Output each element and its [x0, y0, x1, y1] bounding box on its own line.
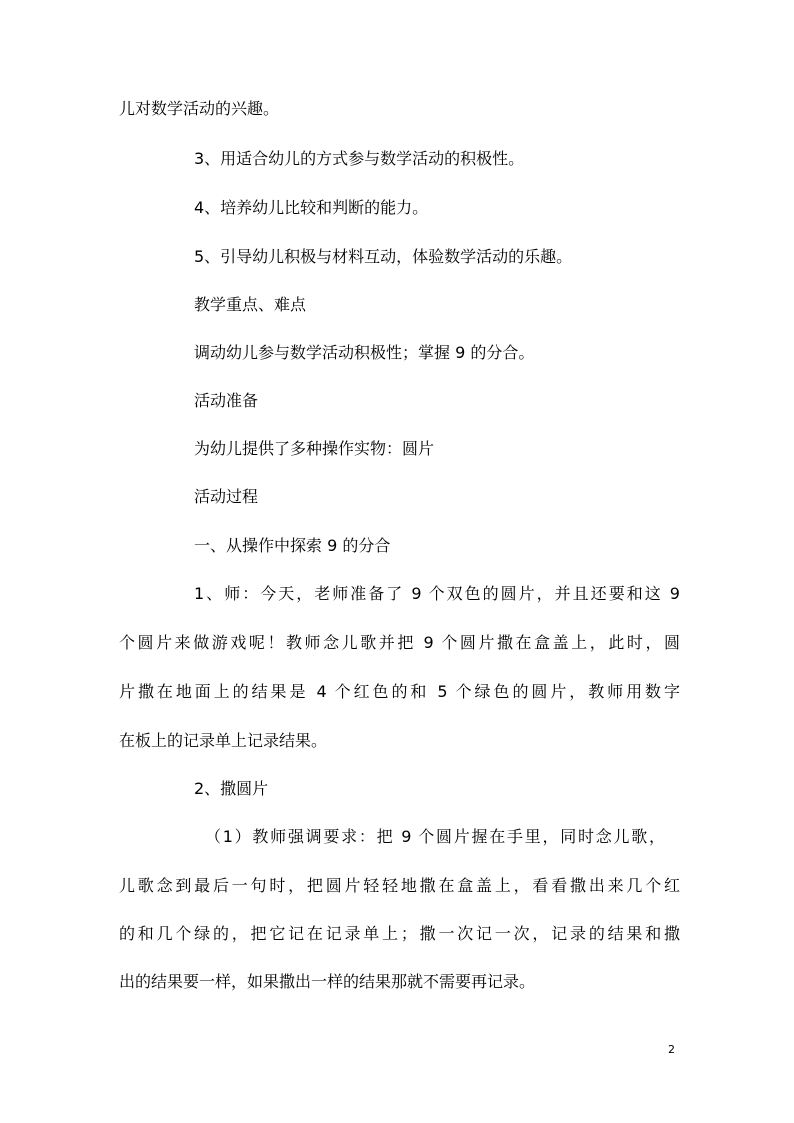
paragraph-line: 调动幼儿参与数学活动积极性；掌握 9 的分合。 — [194, 343, 535, 362]
list-item: 4、培养幼儿比较和判断的能力。 — [194, 198, 429, 217]
paragraph-line: 1、师：今天，老师准备了 9 个双色的圆片，并且还要和这 9 — [194, 584, 680, 603]
paragraph-line: 片撒在地面上的结果是 4 个红色的和 5 个绿色的圆片，教师用数字 — [119, 682, 680, 701]
paragraph-line: 个圆片来做游戏呢！教师念儿歌并把 9 个圆片撒在盒盖上，此时，圆 — [119, 633, 680, 652]
section-heading: 教学重点、难点 — [194, 295, 307, 314]
paragraph-line: （1）教师强调要求：把 9 个圆片握在手里，同时念儿歌， — [205, 827, 665, 846]
list-item: 5、引导幼儿积极与材料互动，体验数学活动的乐趣。 — [194, 247, 573, 266]
paragraph-line: 的和几个绿的，把它记在记录单上；撒一次记一次，记录的结果和撒 — [119, 924, 680, 943]
paragraph-line: 在板上的记录单上记录结果。 — [119, 731, 328, 750]
paragraph-line: 出的结果要一样，如果撒出一样的结果那就不需要再记录。 — [119, 972, 536, 991]
list-item: 2、撒圆片 — [194, 779, 269, 798]
subsection-heading: 一、从操作中探索 9 的分合 — [194, 536, 391, 555]
paragraph-line: 为幼儿提供了多种操作实物：圆片 — [194, 439, 435, 458]
list-item: 3、用适合幼儿的方式参与数学活动的积极性。 — [194, 149, 525, 168]
section-heading: 活动过程 — [194, 487, 259, 506]
paragraph-line: 儿歌念到最后一句时，把圆片轻轻地撒在盒盖上，看看撒出来几个红 — [119, 876, 680, 895]
paragraph-line: 儿对数学活动的兴趣。 — [119, 99, 280, 118]
page-number: 2 — [668, 1043, 675, 1056]
section-heading: 活动准备 — [194, 391, 259, 410]
